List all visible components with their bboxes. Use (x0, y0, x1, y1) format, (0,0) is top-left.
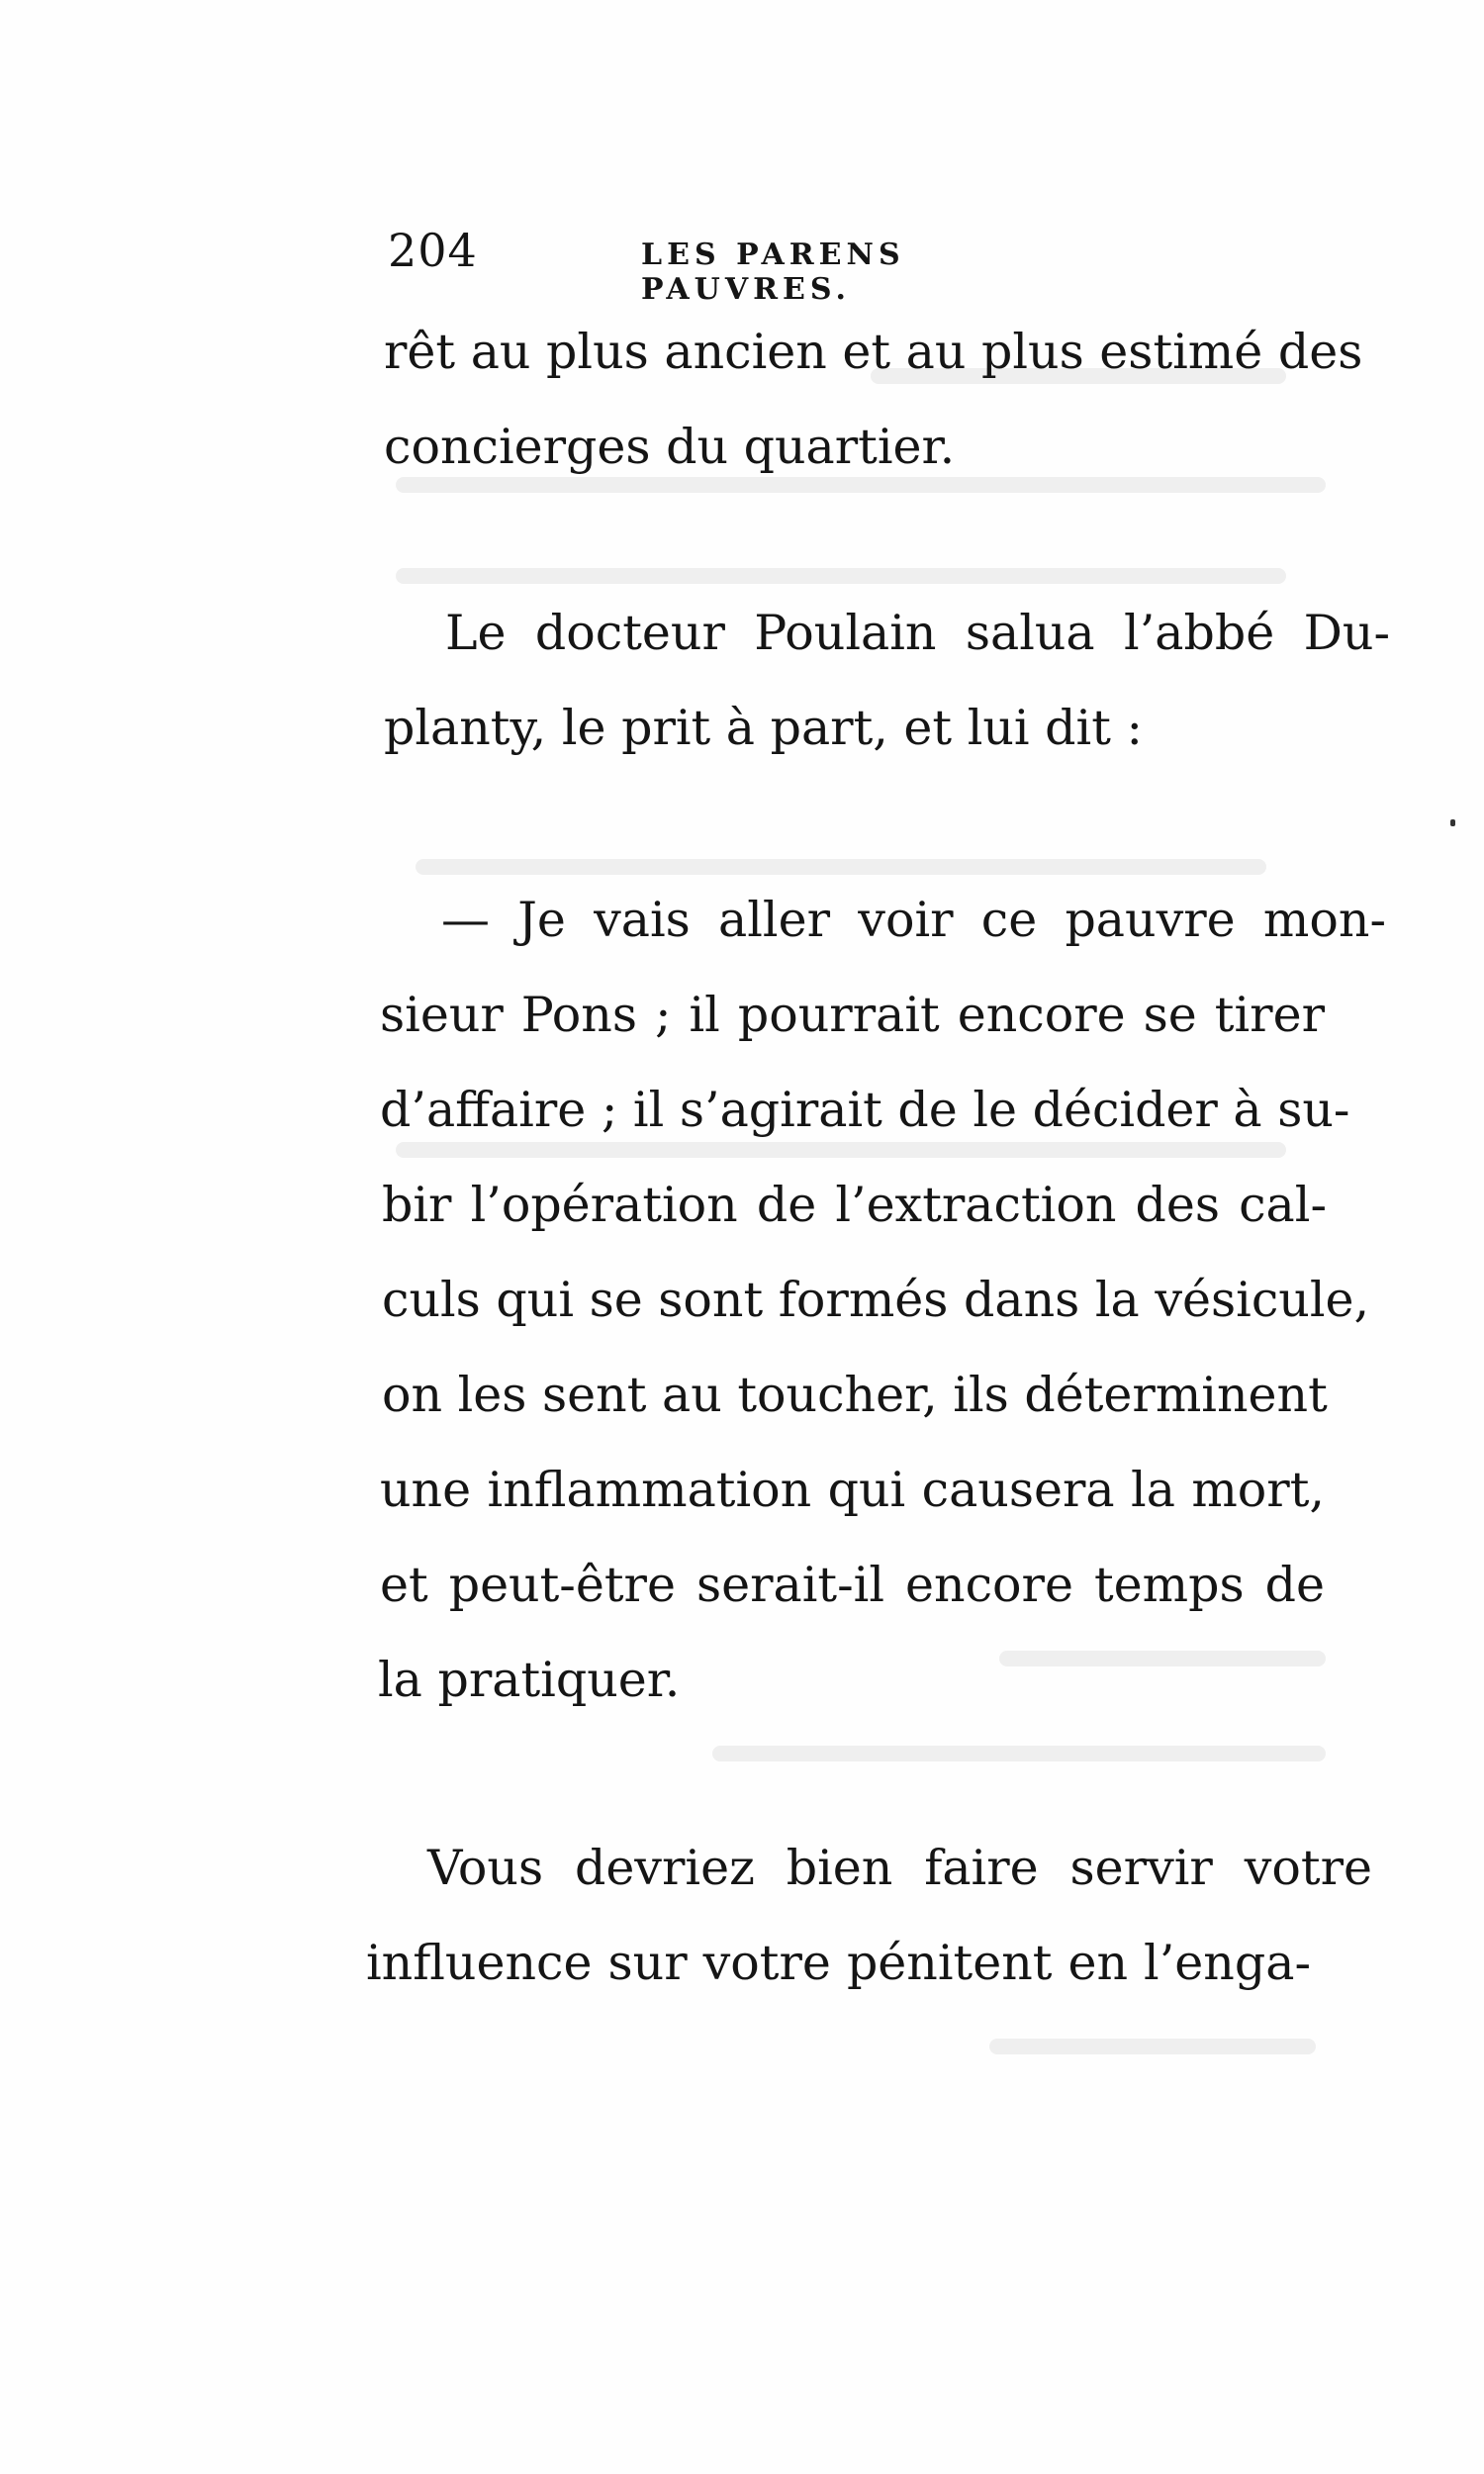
show-through-mark (396, 477, 1326, 493)
text-line: Le docteur Poulain salua l’abbé Du- (445, 605, 1390, 661)
show-through-mark (999, 1651, 1326, 1666)
text-line: — Je vais aller voir ce pauvre mon- (441, 892, 1386, 948)
text-line: on les sent au toucher, ils déterminent (382, 1367, 1328, 1423)
running-head (388, 224, 1100, 307)
show-through-mark (989, 2039, 1316, 2054)
text-line: sieur Pons ; il pourrait encore se tirer (380, 987, 1325, 1043)
text-line: la pratiquer. (378, 1652, 681, 1708)
text-line: Vous devriez bien faire servir votre (427, 1840, 1372, 1896)
text-line: concierges du quartier. (384, 419, 956, 475)
text-line: influence sur votre pénitent en l’enga- (366, 1935, 1311, 1991)
show-through-mark (416, 859, 1266, 875)
show-through-mark (712, 1746, 1326, 1761)
show-through-mark (396, 1142, 1286, 1158)
text-line: planty, le prit à part, et lui dit : (384, 700, 1143, 756)
running-title: LES PARENS PAUVRES. (641, 238, 905, 307)
text-line: culs qui se sont formés dans la vésicule, (382, 1272, 1370, 1328)
paper-speck (1450, 819, 1455, 826)
text-line: bir l’opération de l’extraction des cal- (382, 1177, 1327, 1233)
show-through-mark (396, 568, 1286, 584)
page-number: 204 (388, 224, 478, 277)
text-line: et peut-être serait-il encore temps de (380, 1557, 1325, 1613)
text-line: une inflammation qui causera la mort, (380, 1462, 1325, 1518)
text-line: rêt au plus ancien et au plus estimé des (384, 324, 1363, 380)
text-line: d’affaire ; il s’agirait de le décider à su- (380, 1082, 1350, 1138)
